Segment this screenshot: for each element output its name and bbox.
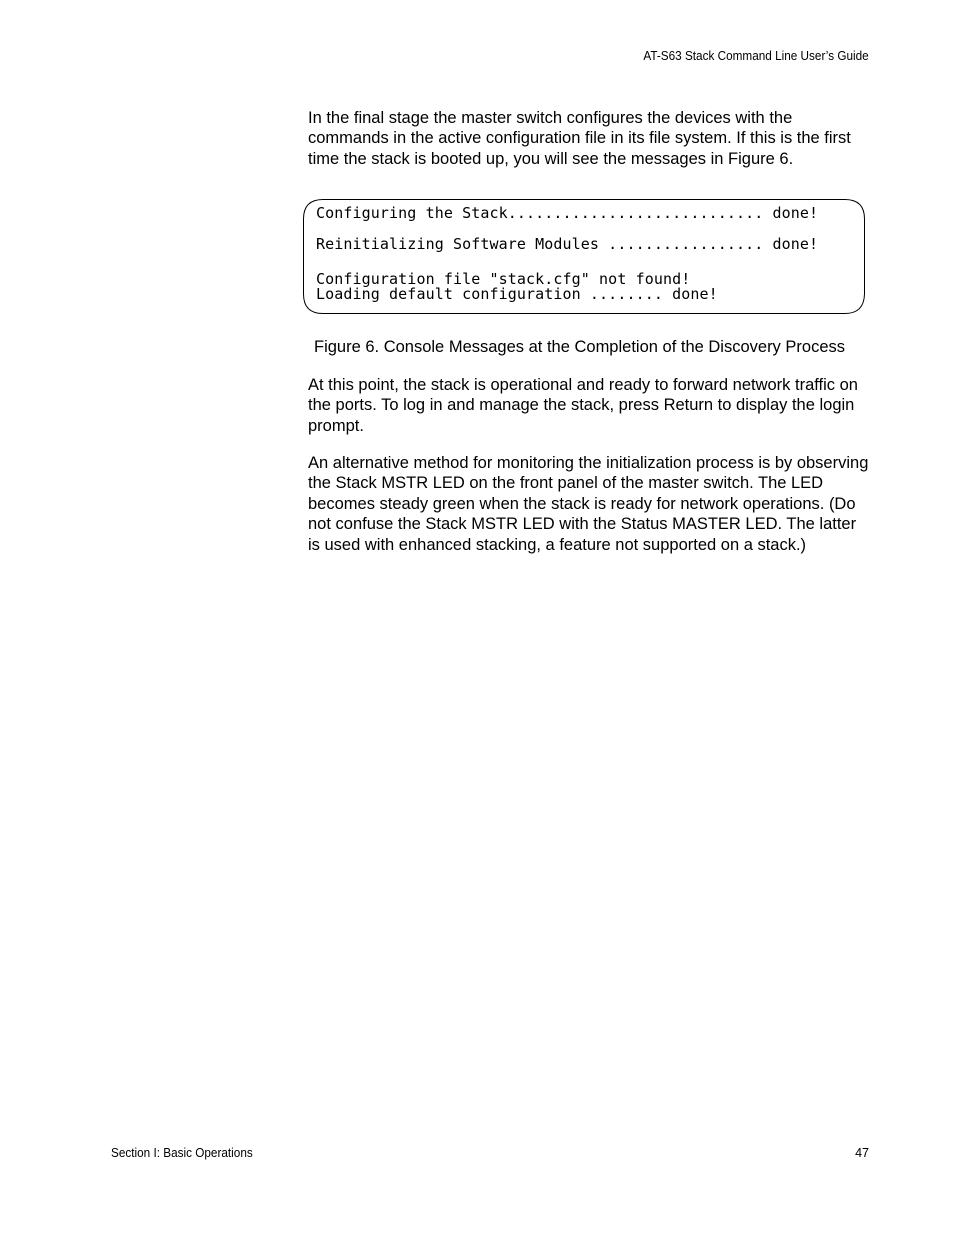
operational-paragraph: At this point, the stack is operational and ready to forward network traffic on the ports. To log in and manage the stack, press Return to display the login prompt.: [308, 376, 858, 435]
intro-paragraph: In the final stage the master switch configures the devices with the commands in the active configuration file in its file system. If this is the first time the stack is booted up, you will see the messages in Figure 6.: [308, 109, 851, 168]
console-output-box: [303, 199, 865, 314]
alternative-method-paragraph: An alternative method for monitoring the initialization process is by observing the Stack MSTR LED on the front panel of the master switch. The LED becomes steady green when the stack is ready for network operations. (Do not confuse the Stack MSTR LED with the Status MASTER LED. The latter is used with enhanced stacking, a feature not supported on a stack.): [308, 454, 869, 554]
console-line: Configuring the Stack............................ done!: [316, 204, 819, 222]
console-line: Configuration file "stack.cfg" not found!: [316, 270, 691, 288]
running-header: AT-S63 Stack Command Line User’s Guide: [643, 49, 869, 63]
console-line: Loading default configuration ........ done!: [316, 285, 718, 303]
figure-caption: Figure 6. Console Messages at the Completion of the Discovery Process: [314, 338, 845, 356]
console-line: Reinitializing Software Modules ................. done!: [316, 235, 819, 253]
footer-section-title: Section I: Basic Operations: [111, 1146, 253, 1160]
page-number: 47: [855, 1146, 869, 1160]
